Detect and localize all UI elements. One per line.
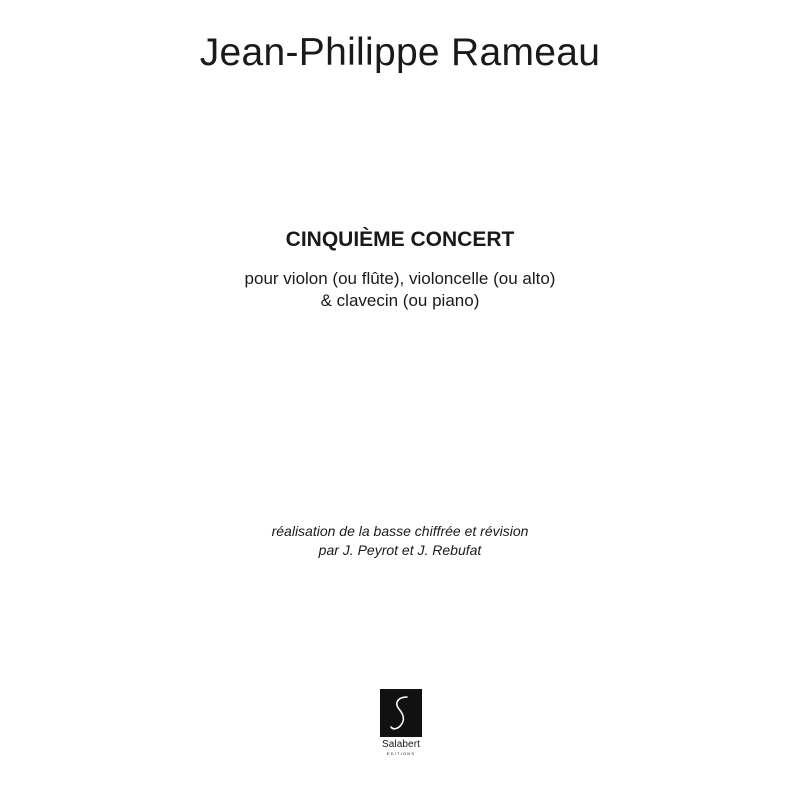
instrumentation-line-2: & clavecin (ou piano) — [320, 291, 480, 310]
publisher-subtitle: EDITIONS — [386, 751, 416, 756]
work-title: CINQUIÈME CONCERT — [285, 228, 515, 251]
credits-line-1: réalisation de la basse chiffrée et révision — [271, 523, 529, 539]
instrumentation-line-1: pour violon (ou flûte), violoncelle (ou alto) — [244, 269, 556, 288]
instrumentation — [0, 268, 800, 312]
credits-line-2: par J. Peyrot et J. Rebufat — [318, 542, 482, 558]
publisher-name: Salabert — [381, 739, 421, 750]
editorial-credits — [0, 522, 800, 560]
composer-name: Jean-Philippe Rameau — [199, 31, 601, 74]
publisher-block — [378, 689, 424, 756]
salabert-s-logo-icon — [380, 689, 422, 737]
